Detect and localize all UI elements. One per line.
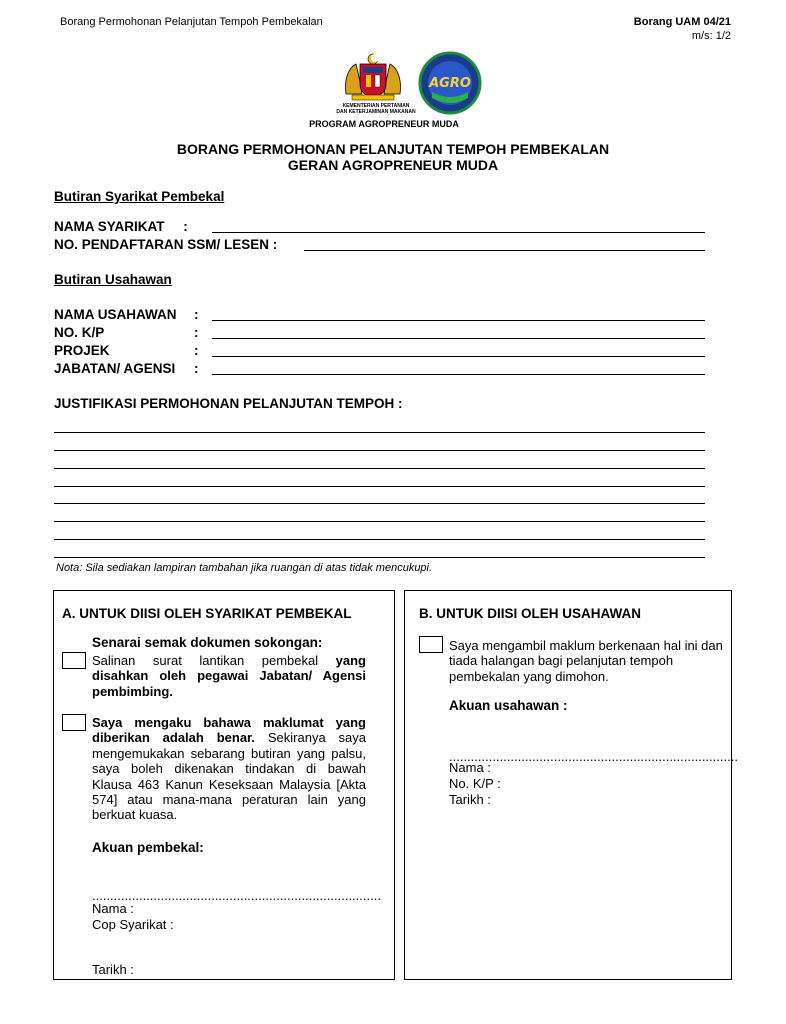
section-a-title: A. UNTUK DIISI OLEH SYARIKAT PEMBEKAL [62, 606, 352, 621]
ssm-field[interactable] [304, 250, 705, 251]
checkbox-declaration[interactable] [62, 714, 86, 731]
project-field[interactable] [212, 356, 705, 357]
checklist-item-appointment-letter [92, 653, 366, 699]
item1-text: Salinan surat lantikan pembekal [92, 653, 336, 668]
section-b-title: B. UNTUK DIISI OLEH USAHAWAN [419, 606, 642, 621]
entrepreneur-signature-line[interactable]: ................................................................................ [449, 749, 738, 764]
justification-line[interactable] [54, 486, 705, 487]
item1-bold-text: yang disahkan oleh pegawai Jabatan/ Agensi pembimbing. [92, 653, 366, 699]
colon: : [194, 343, 199, 358]
agro-logo-text: AGRO [429, 76, 471, 91]
entrepreneur-name-label: Nama : [449, 760, 491, 775]
justification-line[interactable] [54, 432, 705, 433]
item2-bold-text: Saya mengaku bahawa maklumat yang diberikan adalah benar. [92, 715, 366, 746]
justification-line[interactable] [54, 539, 705, 540]
colon: : [194, 307, 199, 322]
justification-line[interactable] [54, 468, 705, 469]
supplier-signature-line[interactable]: ................................................................................ [92, 888, 381, 903]
supplier-declaration-label: Akuan pembekal: [92, 840, 204, 855]
department-label: JABATAN/ AGENSI [54, 361, 176, 376]
justification-line[interactable] [54, 521, 705, 522]
section-b-box [404, 590, 738, 980]
ic-label: NO. K/P [54, 325, 105, 340]
entrepreneur-date-label: Tarikh : [449, 792, 491, 807]
company-name-label: NAMA SYARIKAT : [54, 219, 188, 234]
document-title-line2: GERAN AGROPRENEUR MUDA [287, 157, 499, 173]
department-field[interactable] [212, 374, 705, 375]
project-label: PROJEK [54, 343, 110, 358]
ic-field[interactable] [212, 338, 705, 339]
checkbox-appointment-letter[interactable] [62, 652, 86, 669]
ssm-label: NO. PENDAFTARAN SSM/ LESEN : [54, 237, 278, 252]
entrepreneur-declaration-label: Akuan usahawan : [449, 698, 568, 713]
item2-text: Sekiranya saya mengemukakan sebarang butiran yang palsu, saya boleh dikenakan tindakan di bawah Klausa 463 Kanun Keseksaan Malaysia [Akta 574] atau mana-mana peraturan lain yang berkuat kuasa. [92, 730, 366, 823]
form-code: Borang UAM 04/21 [633, 16, 731, 28]
form-header-title: Borang Permohonan Pelanjutan Tempoh Pembekalan [60, 16, 323, 28]
company-name-field[interactable] [212, 232, 705, 233]
ministry-caption [326, 103, 426, 115]
document-title-line1: BORANG PERMOHONAN PELANJUTAN TEMPOH PEMBEKALAN [176, 141, 610, 157]
entrepreneur-section-heading: Butiran Usahawan [54, 272, 172, 287]
entrepreneur-name-label: NAMA USAHAWAN [54, 307, 177, 322]
acknowledgement-statement: Saya mengambil maklum berkenaan hal ini dan tiada halangan bagi pelanjutan tempoh pembekalan yang dimohon. [449, 638, 723, 684]
justification-note: Nota: Sila sediakan lampiran tambahan jika ruangan di atas tidak mencukupi. [56, 562, 433, 574]
entrepreneur-name-field[interactable] [212, 320, 705, 321]
supplier-name-label: Nama : [92, 901, 134, 916]
checklist-heading: Senarai semak dokumen sokongan: [92, 635, 323, 650]
justification-line[interactable] [54, 450, 705, 451]
program-name: PROGRAM AGROPRENEUR MUDA [309, 119, 459, 129]
declaration-statement [92, 715, 366, 823]
justification-line[interactable] [54, 557, 705, 558]
colon: : [194, 361, 199, 376]
supplier-date-label: Tarikh : [92, 962, 134, 977]
supplier-section-heading: Butiran Syarikat Pembekal [54, 189, 225, 204]
colon: : [194, 325, 199, 340]
ministry-caption-line1: KEMENTERIAN PERTANIAN [342, 103, 410, 109]
section-a-box [53, 590, 395, 980]
page-number: m/s: 1/2 [691, 30, 731, 42]
justification-label: JUSTIFIKASI PERMOHONAN PELANJUTAN TEMPOH : [54, 396, 403, 411]
checkbox-acknowledgement[interactable] [419, 636, 443, 653]
entrepreneur-ic-label: No. K/P : [449, 776, 501, 791]
ministry-crest-logo [345, 54, 400, 100]
ministry-caption-line2: DAN KETERJAMINAN MAKANAN [336, 109, 416, 115]
company-stamp-label: Cop Syarikat : [92, 917, 174, 932]
justification-line[interactable] [54, 503, 705, 504]
